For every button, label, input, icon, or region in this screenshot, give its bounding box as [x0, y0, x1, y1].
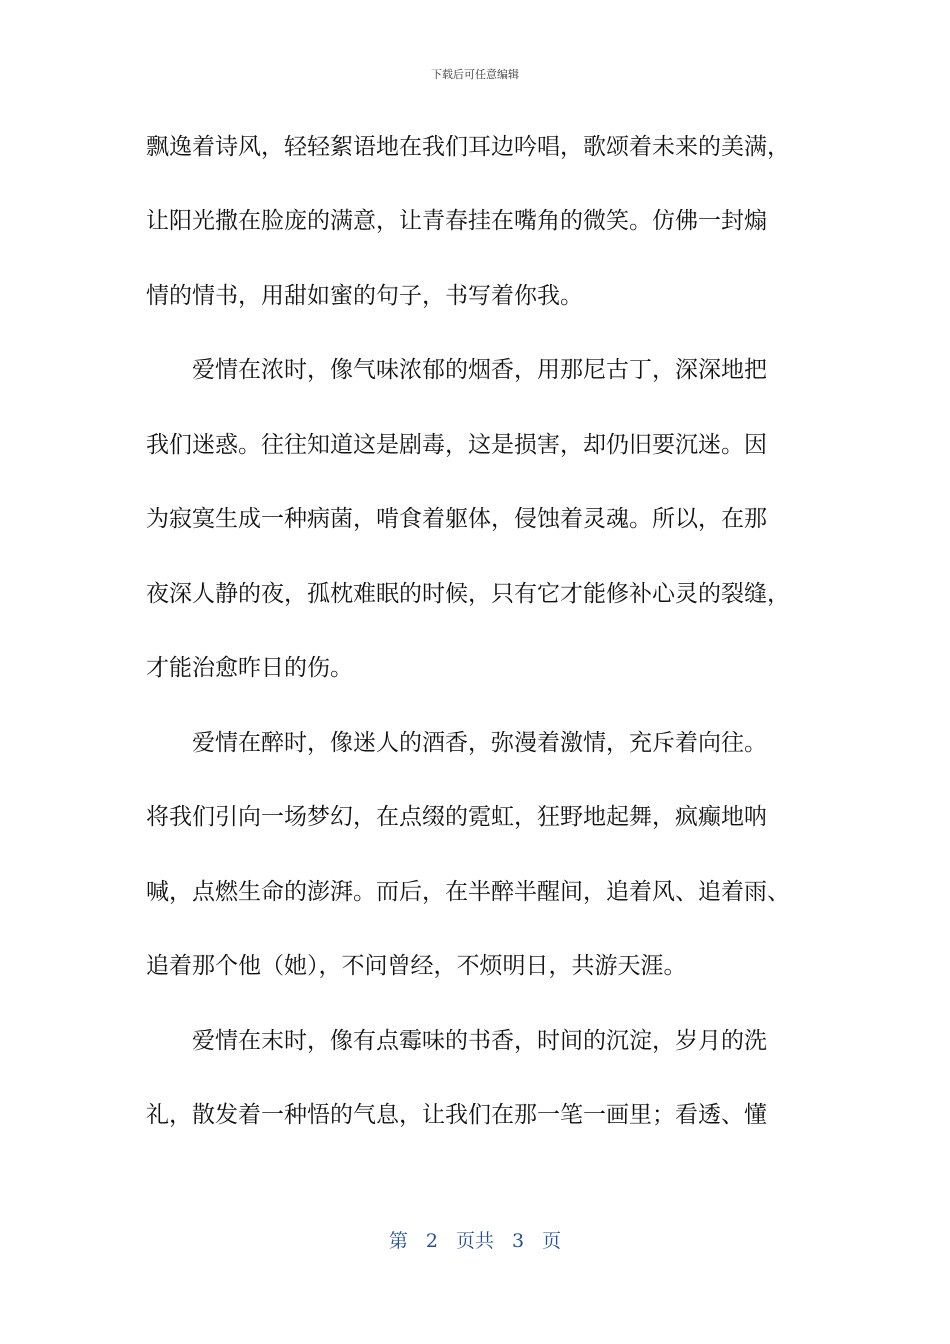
text-line: 将我们引向一场梦幻，在点缀的霓虹，狂野地起舞，疯癫地呐	[146, 804, 767, 830]
page-footer	[0, 1226, 950, 1253]
text-line: 喊，点燃生命的澎湃。而后，在半醉半醒间，追着风、追着雨、	[146, 879, 790, 905]
footer-prefix: 第	[388, 1230, 408, 1252]
text-line: 夜深人静的夜，孤枕难眠的时候，只有它才能修补心灵的裂缝，	[146, 581, 790, 607]
text-line: 飘逸着诗风，轻轻絮语地在我们耳边吟唱，歌颂着未来的美满，	[146, 134, 790, 160]
text-line: 为寂寞生成一种病菌，啃食着躯体，侵蚀着灵魂。所以，在那	[146, 506, 767, 532]
text-line: 才能治愈昨日的伤。	[146, 655, 353, 681]
footer-page-number: 2	[425, 1230, 438, 1252]
paragraph-start-line: 爱情在浓时，像气味浓郁的烟香，用那尼古丁，深深地把	[192, 357, 767, 383]
footer-middle: 页共	[455, 1230, 494, 1252]
text-line: 追着那个他（她），不问曾经，不烦明日，共游天涯。	[146, 953, 687, 979]
footer-total-pages: 3	[512, 1230, 525, 1252]
paragraph-start-line: 爱情在醉时，像迷人的酒香，弥漫着激情，充斥着向往。	[192, 730, 767, 756]
text-line: 礼，散发着一种悟的气息，让我们在那一笔一画里；看透、懂	[146, 1102, 767, 1128]
footer-suffix: 页	[542, 1230, 562, 1252]
paragraph-start-line: 爱情在末时，像有点霉味的书香，时间的沉淀，岁月的洗	[192, 1028, 767, 1054]
page-header: 下载后可任意编辑	[431, 68, 519, 81]
text-line: 情的情书，用甜如蜜的句子，书写着你我。	[146, 283, 583, 309]
text-line: 让阳光撒在脸庞的满意，让青春挂在嘴角的微笑。仿佛一封煽	[146, 208, 767, 234]
text-line: 我们迷惑。往往知道这是剧毒，这是损害，却仍旧要沉迷。因	[146, 432, 767, 458]
